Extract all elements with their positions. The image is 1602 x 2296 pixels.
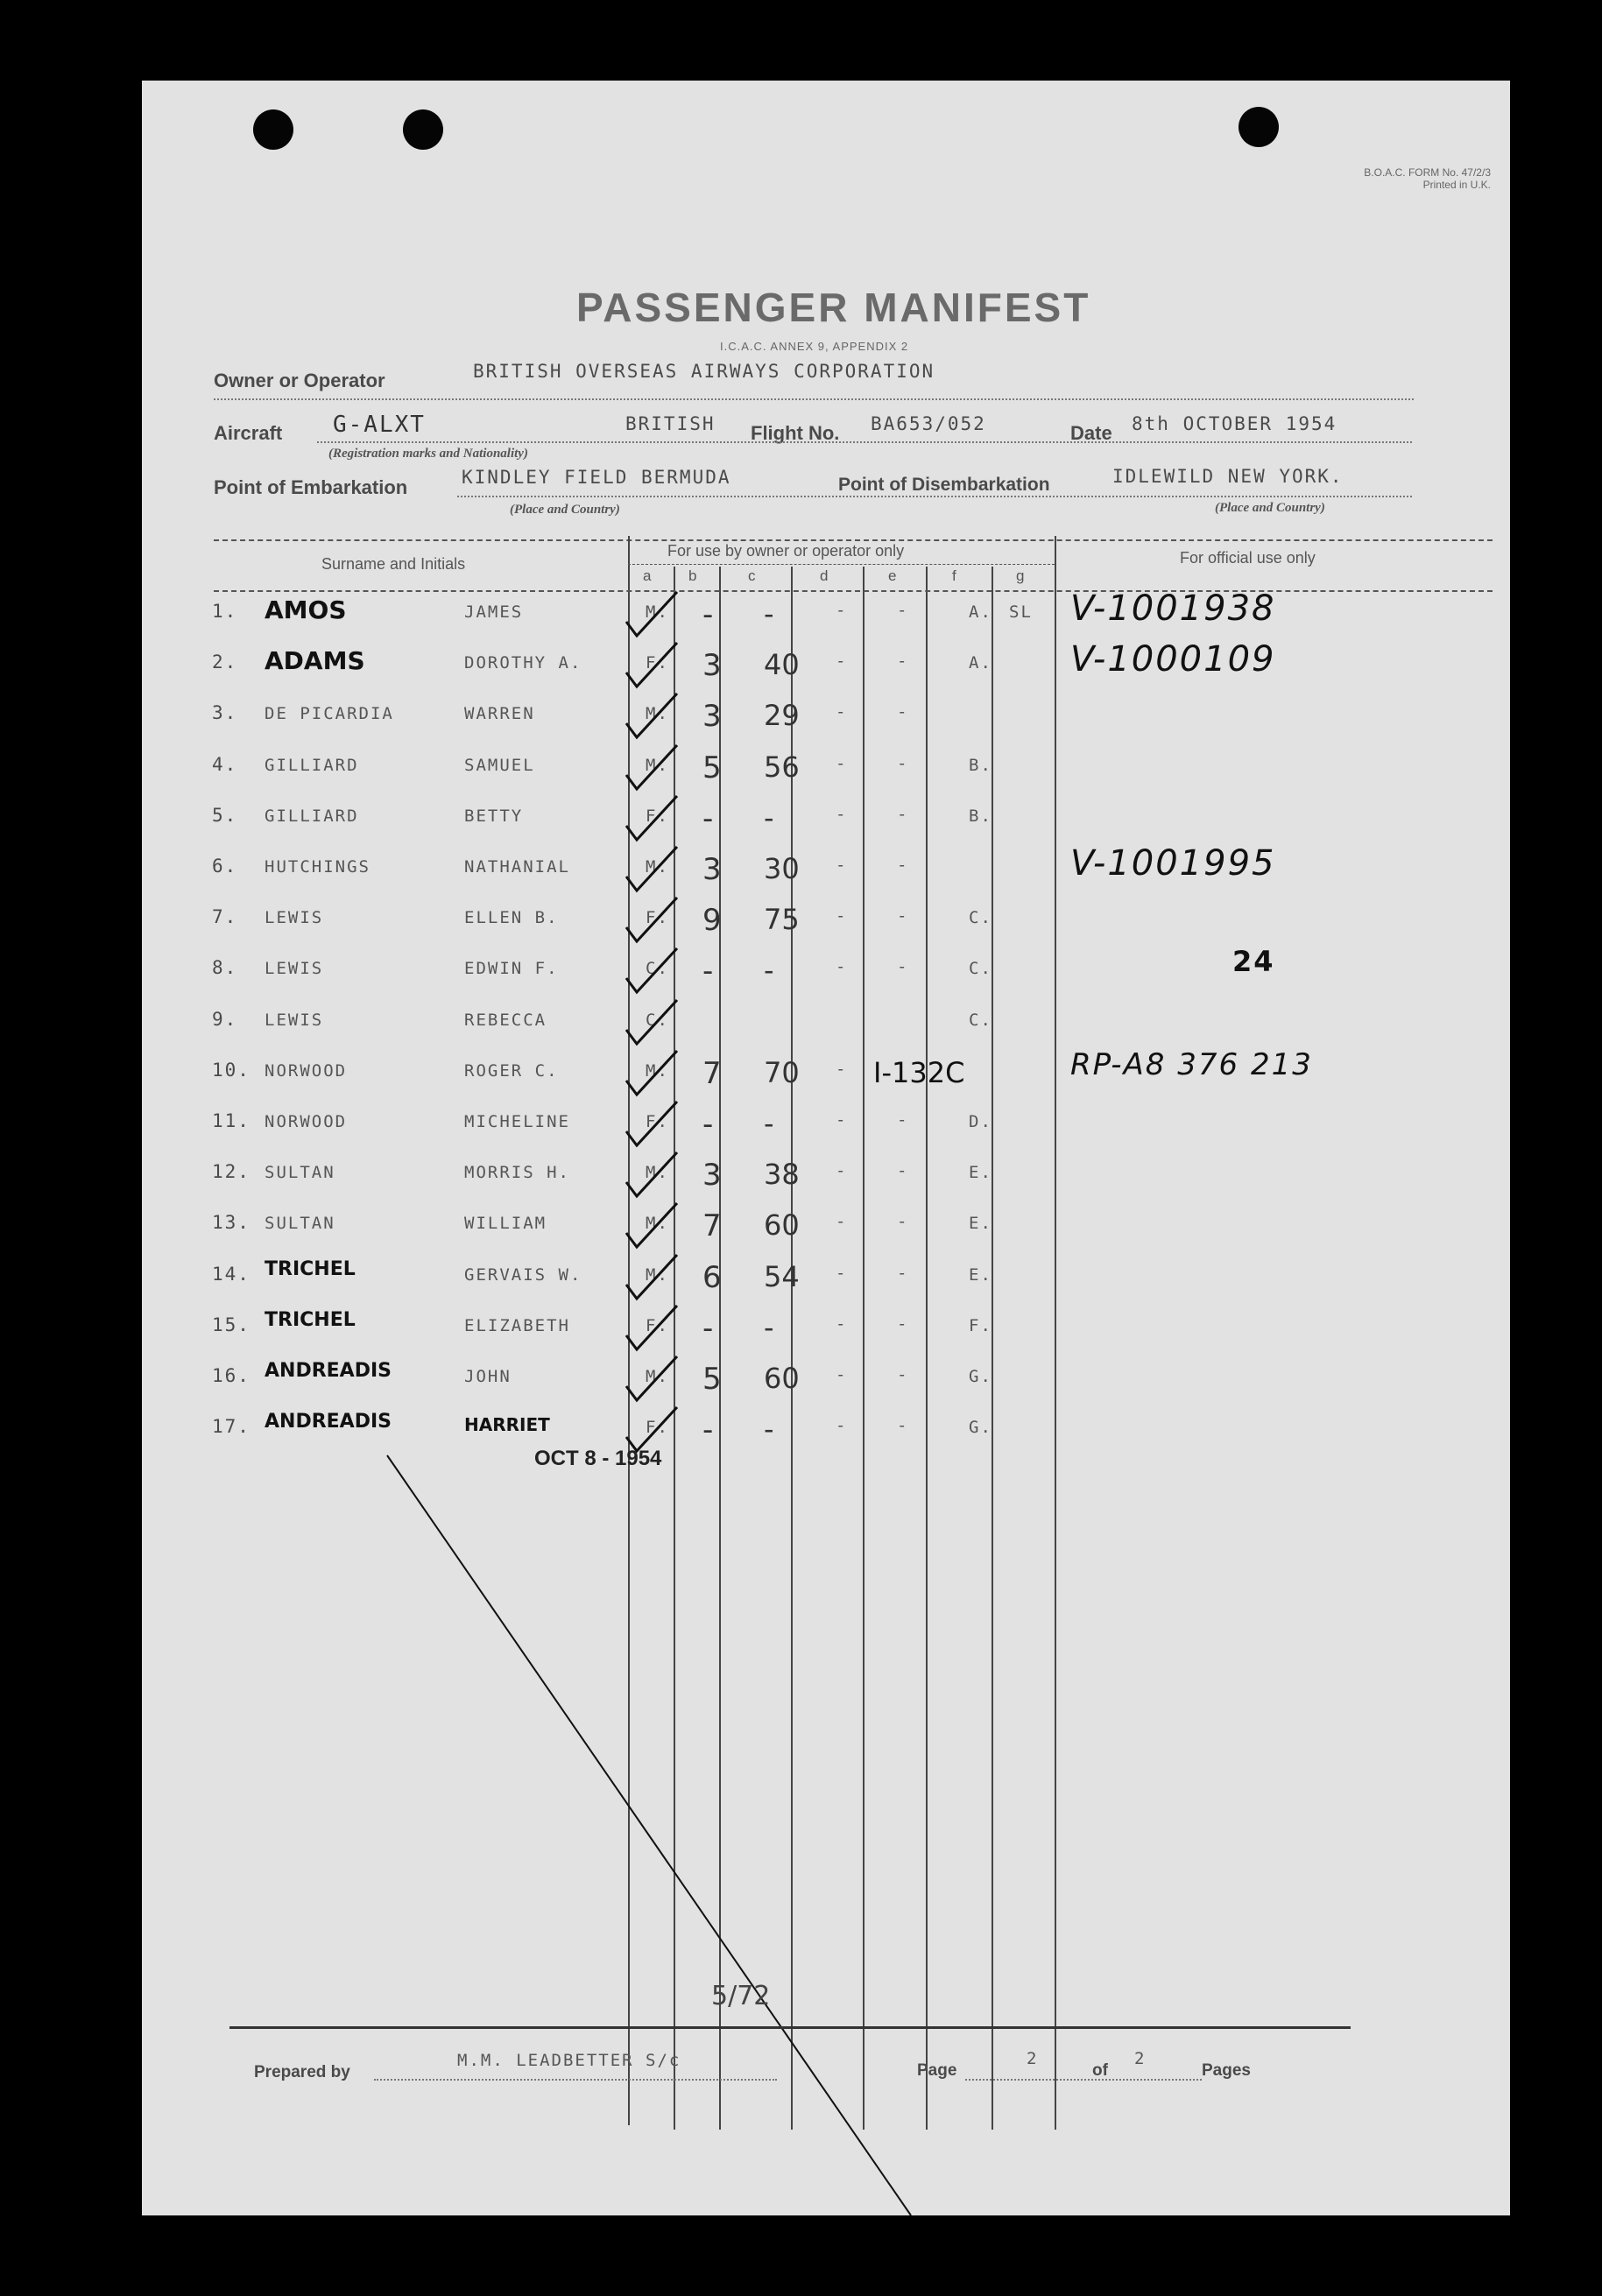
passenger-surname: ADAMS (265, 646, 365, 676)
aircraft-nationality: BRITISH (625, 413, 716, 434)
passenger-initials: SAMUEL (464, 755, 535, 775)
cell-a: M. (646, 1264, 669, 1285)
form-number: B.O.A.C. FORM No. 47/2/3 (1364, 166, 1491, 179)
embarkation-label: Point of Embarkation (214, 476, 408, 498)
official-use-entry: 24 (1232, 945, 1275, 979)
embarkation-value: KINDLEY FIELD BERMUDA (462, 467, 731, 488)
cell-b: - (702, 597, 714, 632)
cell-f: G. (969, 1418, 992, 1438)
cell-e: - (897, 1416, 909, 1436)
cell-e: - (897, 1263, 909, 1283)
footer-rule (229, 2026, 1351, 2029)
cell-d: - (836, 906, 848, 926)
cell-a: C. (646, 959, 669, 979)
cell-f: B. (969, 806, 992, 826)
cell-c: - (764, 1412, 774, 1447)
prepared-by-value: M.M. LEADBETTER S/c (457, 2051, 681, 2070)
official-use-entry: RP-A8 376 213 (1070, 1046, 1313, 1082)
cell-e: - (897, 957, 909, 977)
row-number: 3. (212, 702, 238, 724)
cell-b: 3 (702, 699, 722, 735)
cell-f: E. (969, 1163, 992, 1183)
cell-e: - (897, 702, 909, 722)
cell-c: 70 (764, 1055, 800, 1089)
pages-label: Pages (1202, 2061, 1251, 2080)
cell-a: M. (646, 857, 669, 877)
row-number: 5. (212, 804, 238, 826)
cell-f: C. (969, 908, 992, 928)
cell-c: 30 (764, 852, 800, 885)
date-label: Date (1070, 422, 1112, 444)
column-letter: d (820, 567, 829, 584)
cell-f: E. (969, 1214, 992, 1234)
cell-a: M. (646, 755, 669, 775)
cell-c: 75 (764, 903, 800, 937)
cell-d: - (836, 1365, 848, 1384)
cell-c: 54 (764, 1259, 800, 1293)
row-number: 15. (212, 1314, 251, 1335)
official-use-entry: V-1001995 (1070, 843, 1276, 884)
cell-e: I-132C (873, 1055, 965, 1089)
row-number: 2. (212, 651, 238, 673)
owner-use-header: For use by owner or operator only (667, 542, 905, 560)
cell-d: - (836, 651, 848, 672)
page-line (965, 2079, 1202, 2081)
cell-e: - (897, 1314, 909, 1334)
page-subtitle: I.C.A.C. ANNEX 9, APPENDIX 2 (720, 340, 909, 353)
passenger-surname: NORWOOD (265, 1060, 348, 1081)
column-letter: b (688, 567, 697, 584)
passenger-initials: HARRIET (464, 1414, 550, 1436)
passenger-initials: WILLIAM (464, 1214, 547, 1234)
cell-b: 6 (702, 1259, 722, 1295)
page-title: PASSENGER MANIFEST (576, 285, 1091, 330)
cell-c: 29 (764, 699, 800, 733)
aircraft-label: Aircraft (214, 422, 283, 444)
cell-a: F. (646, 1112, 669, 1131)
passenger-surname: TRICHEL (265, 1308, 356, 1331)
cell-f: D. (969, 1112, 992, 1131)
cell-d: - (836, 1110, 848, 1130)
row-number: 17. (212, 1416, 251, 1438)
cell-f: A. (969, 653, 992, 673)
cell-e: - (897, 1110, 909, 1130)
cell-f: A. (969, 602, 992, 622)
cell-c: 38 (764, 1158, 800, 1192)
bottom-scribble: 5/72 (711, 1981, 771, 2011)
cell-b: - (702, 1107, 714, 1142)
page-label: Page (917, 2061, 957, 2080)
cell-b: 3 (702, 1158, 722, 1194)
cell-d: - (836, 1263, 848, 1283)
cell-a: F. (646, 653, 669, 673)
passenger-initials: ELIZABETH (464, 1315, 570, 1335)
column-letter: f (952, 567, 956, 584)
passenger-initials: DOROTHY A. (464, 653, 582, 673)
official-use-entry: V-1000109 (1070, 639, 1276, 680)
passenger-initials: JAMES (464, 602, 524, 622)
cell-a: F. (646, 908, 669, 928)
passenger-initials: ROGER C. (464, 1060, 559, 1081)
cell-b: 3 (702, 852, 722, 887)
passenger-surname: AMOS (265, 595, 347, 624)
cell-b: 5 (702, 1362, 722, 1397)
of-value: 2 (1134, 2049, 1147, 2068)
cell-a: C. (646, 1010, 669, 1030)
cell-e: - (897, 906, 909, 926)
cell-d: - (836, 804, 848, 824)
cell-c: - (764, 1310, 774, 1344)
cell-d: - (836, 1314, 848, 1334)
passenger-surname: LEWIS (265, 908, 324, 928)
passenger-initials: GERVAIS W. (464, 1264, 582, 1285)
cell-c: 56 (764, 750, 800, 784)
passenger-surname: NORWOOD (265, 1112, 348, 1131)
cell-d: - (836, 601, 848, 620)
cell-b: - (702, 1310, 714, 1346)
owner-label: Owner or Operator (214, 370, 385, 391)
row-number: 9. (212, 1008, 238, 1030)
cell-d: - (836, 753, 848, 773)
cell-c: - (764, 597, 774, 630)
passenger-initials: REBECCA (464, 1010, 547, 1030)
cell-b: 9 (702, 903, 722, 939)
cell-b: 7 (702, 1208, 722, 1244)
cell-e: - (897, 1212, 909, 1232)
cell-c: - (764, 1107, 774, 1140)
cell-e: - (897, 856, 909, 875)
owner-value: BRITISH OVERSEAS AIRWAYS CORPORATION (473, 361, 935, 382)
row-number: 11. (212, 1110, 251, 1131)
row-number: 1. (212, 601, 238, 622)
cell-c: - (764, 954, 774, 988)
cell-f: C. (969, 959, 992, 979)
cell-a: M. (646, 1060, 669, 1081)
registration-note: (Registration marks and Nationality) (328, 447, 528, 461)
cell-d: - (836, 1161, 848, 1181)
row-number: 8. (212, 957, 238, 979)
cell-d: - (836, 957, 848, 977)
row-number: 7. (212, 906, 238, 928)
row-number: 4. (212, 753, 238, 775)
passenger-initials: WARREN (464, 704, 535, 724)
cell-f: B. (969, 755, 992, 775)
passenger-surname: ANDREADIS (265, 1360, 392, 1382)
of-label: of (1092, 2061, 1108, 2080)
passenger-surname: DE PICARDIA (265, 704, 394, 724)
aircraft-registration: G-ALXT (333, 412, 426, 438)
embarkation-note: (Place and Country) (510, 503, 620, 517)
cell-e: - (897, 1161, 909, 1181)
cell-f: E. (969, 1264, 992, 1285)
cell-f: G. (969, 1367, 992, 1386)
cell-c: - (764, 800, 774, 835)
cell-b: - (702, 800, 714, 836)
passenger-initials: NATHANIAL (464, 857, 570, 877)
cell-b: 7 (702, 1055, 722, 1091)
passenger-surname: LEWIS (265, 959, 324, 979)
passenger-surname: GILLIARD (265, 755, 359, 775)
passenger-surname: ANDREADIS (265, 1411, 392, 1433)
cell-d: - (836, 1212, 848, 1232)
page-value: 2 (1027, 2049, 1039, 2068)
cell-f: F. (969, 1315, 992, 1335)
cell-a: M. (646, 704, 669, 724)
passenger-initials: JOHN (464, 1367, 512, 1386)
cell-a: F. (646, 806, 669, 826)
cell-c: 60 (764, 1362, 800, 1395)
passenger-surname: TRICHEL (265, 1257, 356, 1280)
cell-f: C. (969, 1010, 992, 1030)
column-letter: a (643, 567, 652, 584)
cell-e: - (897, 651, 909, 672)
row-number: 6. (212, 856, 238, 877)
printed-in: Printed in U.K. (1422, 179, 1491, 191)
diagonal-strike-line (142, 81, 1510, 2215)
surname-header: Surname and Initials (321, 555, 466, 573)
passenger-surname: GILLIARD (265, 806, 359, 826)
cell-c: 60 (764, 1208, 800, 1243)
cell-b: - (702, 1412, 714, 1448)
cell-e: - (897, 753, 909, 773)
flight-label: Flight No. (751, 422, 840, 444)
row-number: 16. (212, 1365, 251, 1386)
cell-a: M. (646, 602, 669, 622)
cell-a: M. (646, 1367, 669, 1386)
cell-a: M. (646, 1163, 669, 1183)
row-number: 10. (212, 1059, 251, 1081)
cell-d: - (836, 702, 848, 722)
cell-d: - (836, 856, 848, 875)
cell-g: SL (1009, 602, 1033, 622)
prepared-by-label: Prepared by (254, 2063, 350, 2081)
cell-e: - (897, 804, 909, 824)
passenger-initials: ELLEN B. (464, 908, 559, 928)
cell-e: - (897, 601, 909, 620)
cell-a: M. (646, 1214, 669, 1234)
row-number: 14. (212, 1263, 251, 1285)
passenger-initials: EDWIN F. (464, 959, 559, 979)
disembarkation-note: (Place and Country) (1215, 501, 1325, 515)
cell-c: 40 (764, 648, 800, 682)
cell-a: F. (646, 1418, 669, 1438)
cell-e: - (897, 1365, 909, 1384)
official-use-header: For official use only (1180, 549, 1316, 567)
cell-d: - (836, 1059, 848, 1079)
column-letter: e (888, 567, 897, 584)
cell-b: 5 (702, 750, 722, 785)
prepared-by-line (374, 2079, 777, 2081)
passenger-surname: LEWIS (265, 1010, 324, 1030)
official-use-entry: V-1001938 (1070, 588, 1276, 629)
passenger-initials: BETTY (464, 806, 524, 826)
manifest-sheet (142, 81, 1510, 2215)
row-number: 12. (212, 1161, 251, 1183)
disembarkation-label: Point of Disembarkation (838, 475, 1050, 495)
disembarkation-value: IDLEWILD NEW YORK. (1112, 466, 1344, 487)
passenger-surname: SULTAN (265, 1214, 335, 1234)
column-letter: c (748, 567, 756, 584)
passenger-surname: HUTCHINGS (265, 857, 371, 877)
cell-a: F. (646, 1315, 669, 1335)
column-letter: g (1016, 567, 1025, 584)
passenger-surname: SULTAN (265, 1163, 335, 1183)
date-value: 8th OCTOBER 1954 (1132, 413, 1337, 434)
date-stamp: OCT 8 - 1954 (534, 1447, 662, 1470)
cell-d: - (836, 1416, 848, 1436)
cell-b: 3 (702, 648, 722, 684)
row-number: 13. (212, 1212, 251, 1234)
cell-b: - (702, 954, 714, 990)
flight-value: BA653/052 (871, 413, 986, 434)
passenger-initials: MORRIS H. (464, 1163, 570, 1183)
passenger-initials: MICHELINE (464, 1112, 570, 1131)
